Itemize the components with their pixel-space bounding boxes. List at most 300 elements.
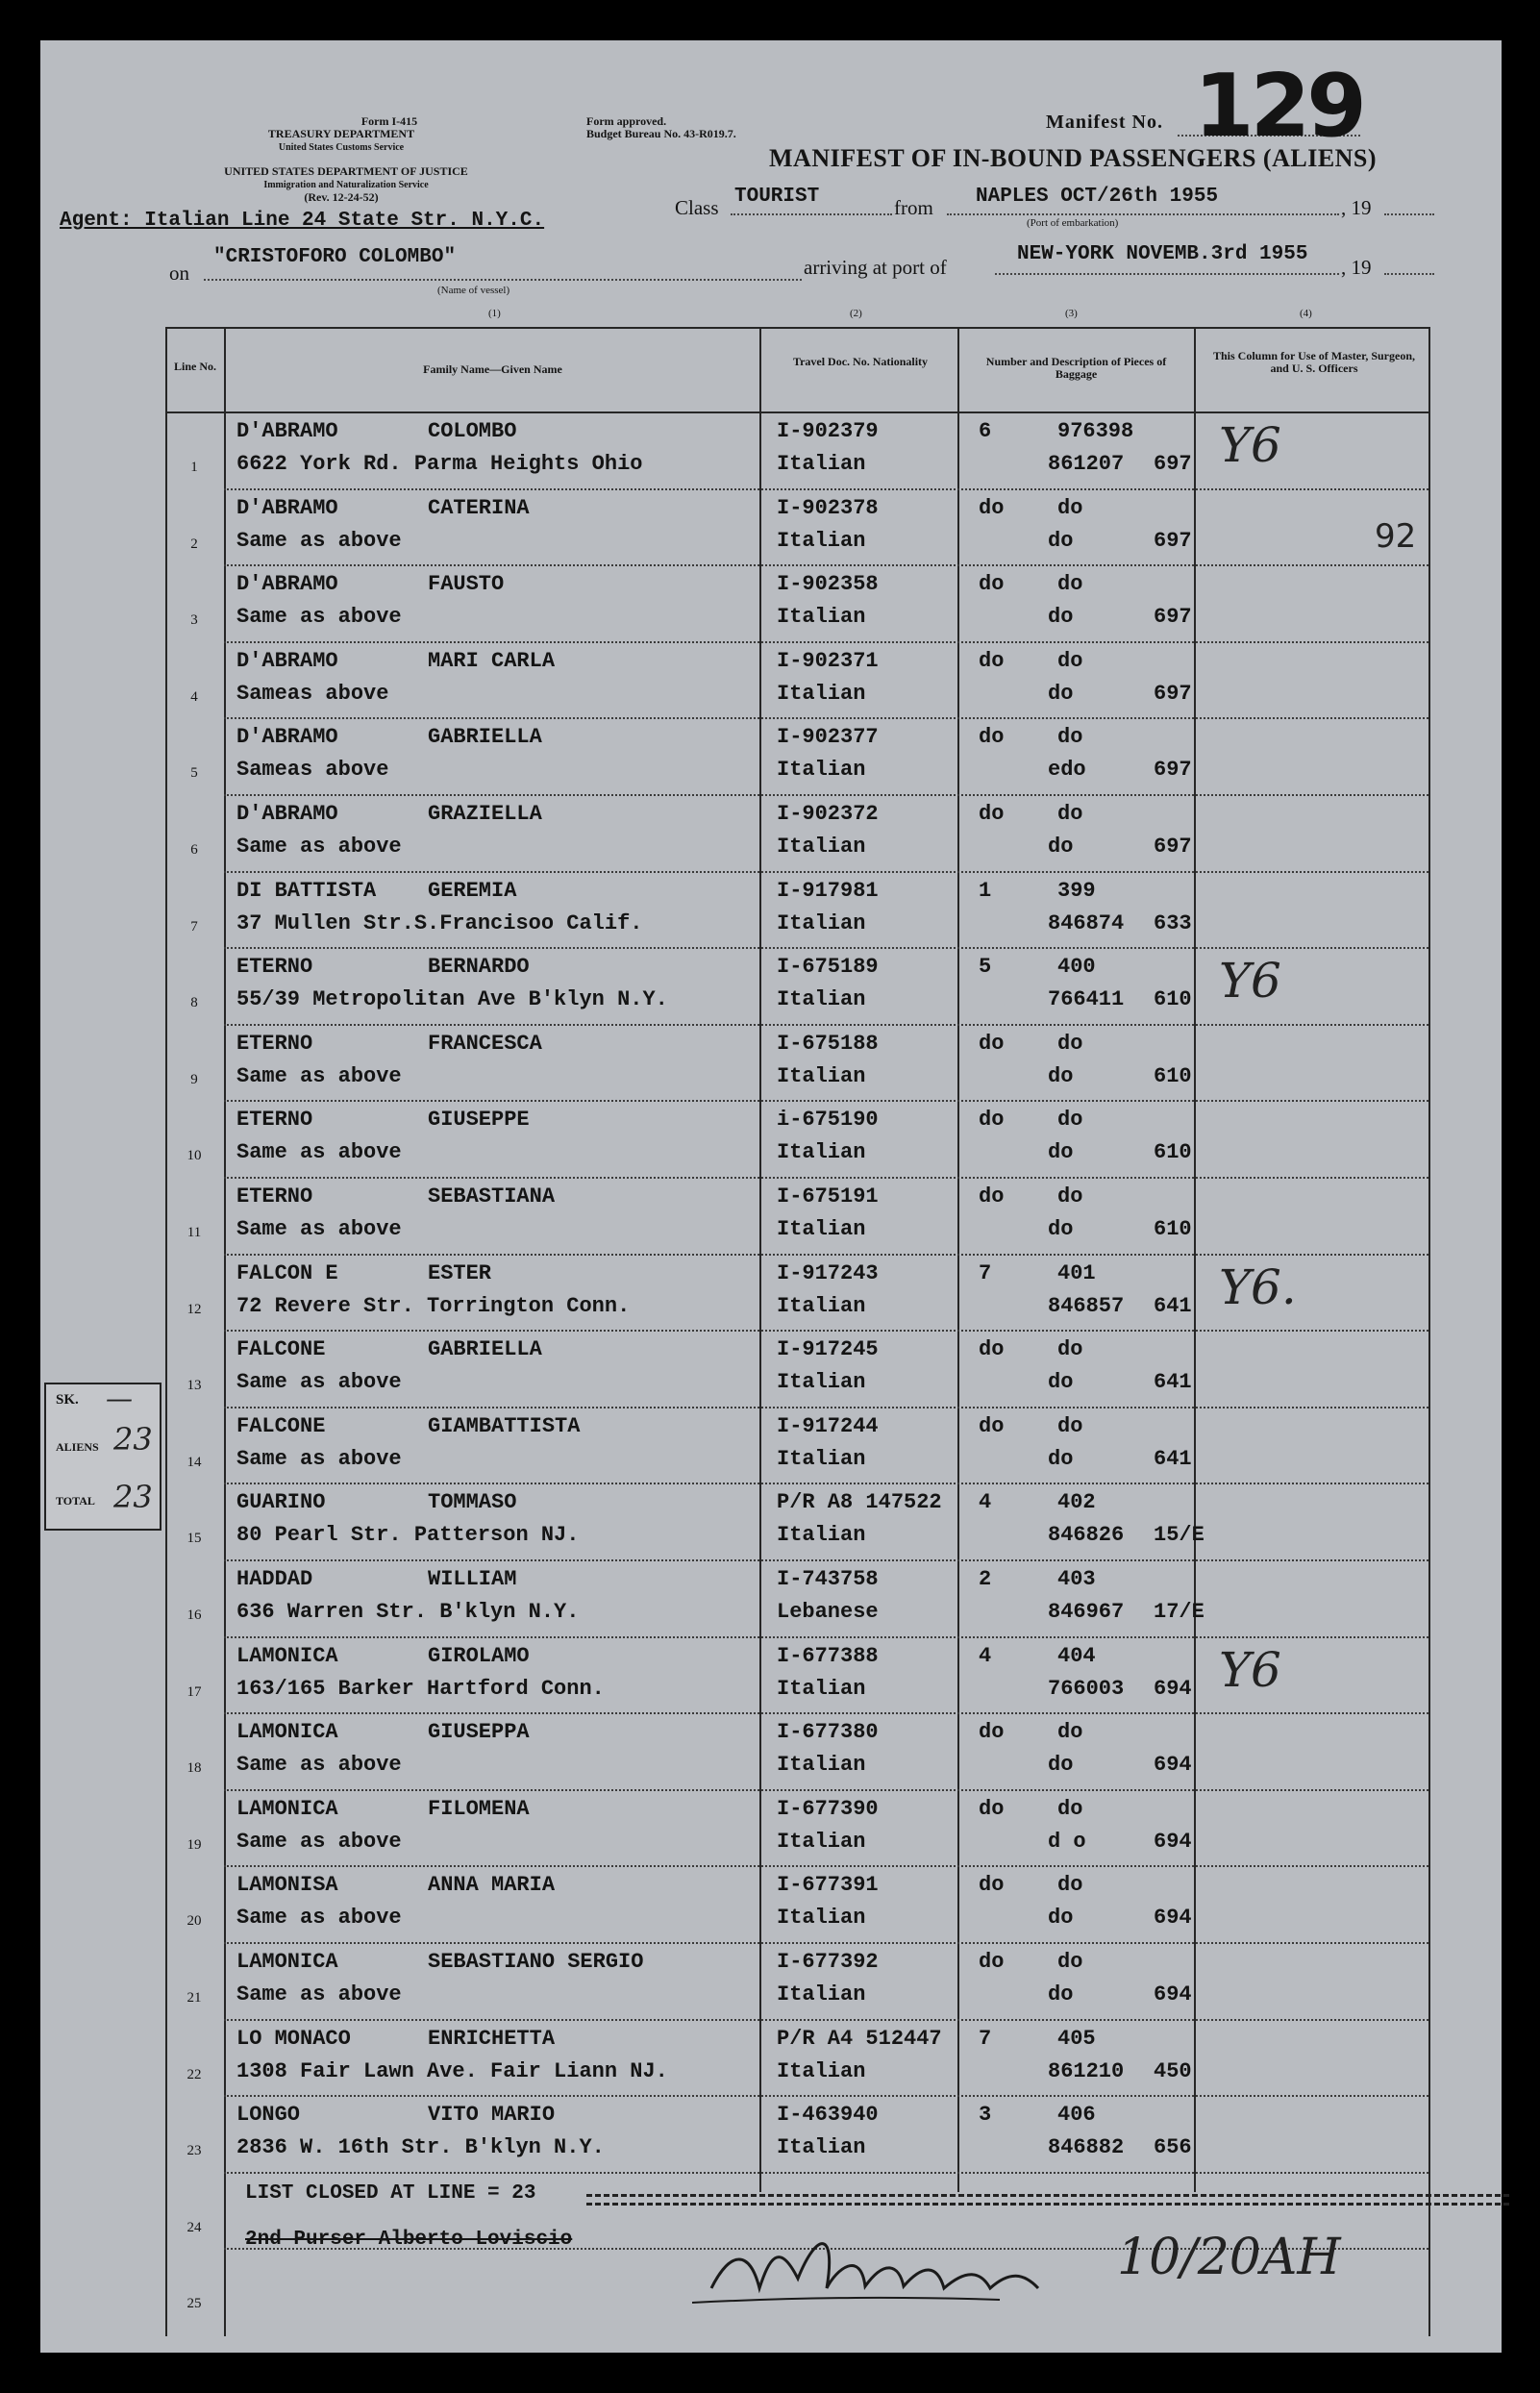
address: 80 Pearl Str. Patterson NJ. [236, 1523, 580, 1548]
nationality: Italian [777, 2135, 866, 2160]
manifest-number-label: Manifest No. [1046, 112, 1163, 133]
baggage-code: 697 [1154, 681, 1192, 706]
baggage-pieces: 7 [979, 2026, 992, 2051]
baggage-ticket: do [1048, 1906, 1074, 1931]
ins-service: Immigration and Naturalization Service [263, 180, 429, 190]
line-number: 7 [190, 918, 198, 935]
travel-doc-number: I-902372 [777, 802, 879, 826]
line-number: 13 [186, 1378, 202, 1394]
family-name: FALCON E [236, 1260, 338, 1285]
nationality: Italian [777, 452, 866, 476]
line-number: 16 [186, 1608, 202, 1623]
baggage-pieces: 2 [979, 1567, 992, 1591]
baggage-pieces: do [979, 1413, 1005, 1438]
baggage-pieces: 6 [979, 419, 992, 443]
baggage-number: do [1057, 1031, 1083, 1056]
family-name: D'ABRAMO [236, 419, 338, 443]
row-separator [224, 947, 1428, 949]
baggage-number: 401 [1057, 1260, 1096, 1285]
address: 1308 Fair Lawn Ave. Fair Liann NJ. [236, 2058, 668, 2083]
baggage-ticket: do [1048, 528, 1074, 553]
nationality: Italian [777, 1753, 866, 1778]
baggage-code: 610 [1154, 987, 1192, 1012]
address: 163/165 Barker Hartford Conn. [236, 1676, 605, 1701]
address: Same as above [236, 1446, 402, 1471]
given-name: SEBASTIANA [428, 1184, 556, 1209]
column-number-2: (2) [850, 308, 862, 319]
baggage-pieces: 3 [979, 2103, 992, 2128]
row-separator [224, 2172, 1428, 2174]
address: Same as above [236, 1140, 402, 1165]
nationality: Italian [777, 1829, 866, 1854]
class-value: TOURIST [734, 186, 820, 208]
baggage-code: 656 [1154, 2135, 1192, 2160]
row-separator [224, 1636, 1428, 1638]
baggage-number: do [1057, 1337, 1083, 1362]
column-number-3: (3) [1065, 308, 1078, 319]
family-name: LO MONACO [236, 2026, 351, 2051]
baggage-number: 404 [1057, 1643, 1096, 1668]
row-separator [224, 1177, 1428, 1179]
class-label: Class [675, 196, 719, 219]
nationality: Italian [777, 2058, 866, 2083]
arriving-label: arriving at port of [804, 256, 947, 279]
baggage-number: do [1057, 725, 1083, 750]
address: 2836 W. 16th Str. B'klyn N.Y. [236, 2135, 605, 2160]
nationality: Italian [777, 1293, 866, 1318]
baggage-pieces: 5 [979, 955, 992, 980]
baggage-ticket: 846967 [1048, 1600, 1125, 1624]
baggage-code: 17/E [1154, 1600, 1205, 1624]
baggage-ticket: 766003 [1048, 1676, 1125, 1701]
line-number: 12 [186, 1301, 202, 1317]
travel-doc-number: I-675191 [777, 1184, 879, 1209]
given-name: FILOMENA [428, 1796, 530, 1821]
baggage-pieces: do [979, 1184, 1005, 1209]
baggage-ticket: 846826 [1048, 1523, 1125, 1548]
row-separator [224, 1254, 1428, 1256]
baggage-ticket: 766411 [1048, 987, 1125, 1012]
embarkation-caption: (Port of embarkation) [1027, 217, 1119, 229]
family-name: D'ABRAMO [236, 572, 338, 597]
baggage-ticket: do [1048, 1446, 1074, 1471]
line-number: 17 [186, 1683, 202, 1700]
manifest-title: MANIFEST OF IN-BOUND PASSENGERS (ALIENS) [769, 144, 1378, 172]
from-label: from [894, 196, 933, 219]
baggage-number: 403 [1057, 1567, 1096, 1591]
line-number: 20 [186, 1913, 202, 1930]
given-name: GIAMBATTISTA [428, 1413, 581, 1438]
nationality: Italian [777, 835, 866, 859]
form-approved: Form approved. [586, 114, 667, 128]
baggage-number: 405 [1057, 2026, 1096, 2051]
header-line-no: Line No. [173, 360, 216, 373]
family-name: FALCONE [236, 1413, 326, 1438]
baggage-number: 976398 [1057, 419, 1134, 443]
baggage-pieces: do [979, 1337, 1005, 1362]
given-name: VITO MARIO [428, 2103, 556, 2128]
baggage-code: 610 [1154, 1140, 1192, 1165]
baggage-pieces: do [979, 1950, 1005, 1974]
officer-signature [692, 2211, 1096, 2317]
header-officers: This Column for Use of Master, Surgeon, and U. S. Officers [1213, 349, 1416, 375]
address: 636 Warren Str. B'klyn N.Y. [236, 1600, 580, 1624]
address: Same as above [236, 1982, 402, 2007]
treasury-department: TREASURY DEPARTMENT [267, 127, 415, 140]
line-number: 5 [190, 765, 198, 782]
given-name: MARI CARLA [428, 648, 556, 673]
header-name: Family Name—Given Name [423, 362, 562, 376]
baggage-pieces: 1 [979, 878, 992, 903]
address: Sameas above [236, 681, 389, 706]
nationality: Italian [777, 1370, 866, 1395]
nationality: Italian [777, 605, 866, 630]
line-number: 2 [190, 536, 198, 552]
travel-doc-number: I-902379 [777, 419, 879, 443]
header-baggage: Number and Description of Pieces of Baggage [985, 355, 1167, 381]
column-number-4: (4) [1300, 308, 1312, 319]
address: Same as above [236, 1217, 402, 1241]
line-number: 4 [190, 688, 198, 705]
baggage-code: 694 [1154, 1753, 1192, 1778]
nationality: Italian [777, 1140, 866, 1165]
form-revision: (Rev. 12-24-52) [304, 190, 379, 204]
travel-doc-number: I-677380 [777, 1720, 879, 1745]
address: Same as above [236, 835, 402, 859]
travel-doc-number: I-463940 [777, 2103, 879, 2128]
baggage-number: do [1057, 1720, 1083, 1745]
baggage-ticket: do [1048, 835, 1074, 859]
baggage-ticket: do [1048, 1140, 1074, 1165]
nationality: Italian [777, 987, 866, 1012]
customs-service: United States Customs Service [278, 142, 405, 153]
family-name: ETERNO [236, 1108, 313, 1133]
baggage-ticket: do [1048, 1753, 1074, 1778]
row-separator [224, 717, 1428, 719]
travel-doc-number: I-902377 [777, 725, 879, 750]
travel-doc-number: I-677388 [777, 1643, 879, 1668]
travel-doc-number: I-902378 [777, 495, 879, 520]
given-name: GRAZIELLA [428, 802, 542, 826]
family-name: DI BATTISTA [236, 878, 377, 903]
address: Sameas above [236, 758, 389, 783]
given-name: GABRIELLA [428, 725, 542, 750]
baggage-ticket: do [1048, 1982, 1074, 2007]
baggage-code: 697 [1154, 758, 1192, 783]
travel-doc-number: I-917245 [777, 1337, 879, 1362]
family-name: HADDAD [236, 1567, 313, 1591]
travel-doc-number: I-902358 [777, 572, 879, 597]
nationality: Italian [777, 1906, 866, 1931]
baggage-number: do [1057, 1184, 1083, 1209]
baggage-pieces: do [979, 1031, 1005, 1056]
vessel-name: "CRISTOFORO COLOMBO" [213, 246, 457, 268]
address: 6622 York Rd. Parma Heights Ohio [236, 452, 643, 476]
row-separator [224, 1407, 1428, 1408]
family-name: D'ABRAMO [236, 648, 338, 673]
address: 72 Revere Str. Torrington Conn. [236, 1293, 631, 1318]
tally-aliens-label: ALIENS [56, 1440, 99, 1454]
travel-doc-number: I-902371 [777, 648, 879, 673]
line-number: 25 [186, 2296, 202, 2312]
row-separator [224, 1942, 1428, 1944]
baggage-number: do [1057, 1108, 1083, 1133]
baggage-pieces: do [979, 572, 1005, 597]
given-name: GIUSEPPA [428, 1720, 530, 1745]
line-number: 3 [190, 612, 198, 629]
header-travel-doc: Travel Doc. No. Nationality [792, 355, 929, 368]
family-name: LAMONICA [236, 1950, 338, 1974]
baggage-code: 694 [1154, 1676, 1192, 1701]
year-suffix-2: , 19 [1341, 256, 1372, 279]
family-name: LAMONICA [236, 1720, 338, 1745]
address: Same as above [236, 1063, 402, 1088]
officer-note: Y6 [1219, 953, 1281, 1010]
family-name: ETERNO [236, 1184, 313, 1209]
baggage-number: do [1057, 1873, 1083, 1898]
nationality: Italian [777, 1523, 866, 1548]
baggage-pieces: 4 [979, 1643, 992, 1668]
baggage-code: 610 [1154, 1217, 1192, 1241]
travel-doc-number: I-917243 [777, 1260, 879, 1285]
row-separator [224, 1559, 1428, 1561]
margin-note: 92 [1375, 517, 1417, 556]
travel-doc-number: P/R A8 147522 [777, 1490, 942, 1515]
list-closed-line: LIST CLOSED AT LINE = 23 [245, 2182, 536, 2205]
travel-doc-number: I-675188 [777, 1031, 879, 1056]
baggage-number: 400 [1057, 955, 1096, 980]
given-name: BERNARDO [428, 955, 530, 980]
row-separator [224, 1483, 1428, 1484]
baggage-ticket: 861207 [1048, 452, 1125, 476]
tally-total-label: TOTAL [56, 1494, 95, 1508]
given-name: TOMMASO [428, 1490, 517, 1515]
form-number: Form I-415 [360, 114, 418, 128]
nationality: Italian [777, 681, 866, 706]
baggage-pieces: do [979, 495, 1005, 520]
given-name: WILLIAM [428, 1567, 517, 1591]
tally-sk-mark: — [106, 1383, 133, 1414]
given-name: GABRIELLA [428, 1337, 542, 1362]
baggage-ticket: d o [1048, 1829, 1086, 1854]
signature-date: 10/20AH [1117, 2229, 1341, 2286]
baggage-number: do [1057, 1950, 1083, 1974]
baggage-ticket: do [1048, 1370, 1074, 1395]
line-number: 23 [186, 2143, 202, 2159]
family-name: LONGO [236, 2103, 301, 2128]
baggage-ticket: 861210 [1048, 2058, 1125, 2083]
baggage-ticket: do [1048, 605, 1074, 630]
baggage-ticket: edo [1048, 758, 1086, 783]
family-name: LAMONICA [236, 1796, 338, 1821]
baggage-pieces: 4 [979, 1490, 992, 1515]
baggage-code: 694 [1154, 1906, 1192, 1931]
baggage-ticket: do [1048, 681, 1074, 706]
port-of-embarkation: NAPLES OCT/26th 1955 [976, 186, 1219, 208]
officer-note: Y6 [1219, 417, 1281, 473]
baggage-code: 15/E [1154, 1523, 1205, 1548]
baggage-number: do [1057, 572, 1083, 597]
given-name: CATERINA [428, 495, 530, 520]
row-separator [224, 794, 1428, 796]
on-label: on [169, 262, 189, 285]
budget-bureau: Budget Bureau No. 43-R019.7. [586, 127, 736, 140]
address: Same as above [236, 1829, 402, 1854]
year-suffix: , 19 [1341, 196, 1372, 219]
given-name: GEREMIA [428, 878, 517, 903]
manifest-number: 129 [1194, 56, 1363, 157]
baggage-number: 399 [1057, 878, 1096, 903]
baggage-number: do [1057, 1413, 1083, 1438]
travel-doc-number: I-677390 [777, 1796, 879, 1821]
line-number: 15 [186, 1531, 202, 1547]
baggage-ticket: 846857 [1048, 1293, 1125, 1318]
nationality: Italian [777, 1063, 866, 1088]
baggage-number: 406 [1057, 2103, 1096, 2128]
port-of-arrival: NEW-YORK NOVEMB.3rd 1955 [1017, 243, 1308, 265]
line-number: 11 [186, 1225, 202, 1240]
travel-doc-number: I-675189 [777, 955, 879, 980]
row-separator [224, 564, 1428, 566]
line-number: 14 [186, 1454, 202, 1470]
family-name: LAMONISA [236, 1873, 338, 1898]
family-name: GUARINO [236, 1490, 326, 1515]
given-name: FAUSTO [428, 572, 505, 597]
officer-note: Y6 [1219, 1641, 1281, 1698]
baggage-code: 641 [1154, 1293, 1192, 1318]
given-name: GIROLAMO [428, 1643, 530, 1668]
baggage-ticket: 846882 [1048, 2135, 1125, 2160]
baggage-code: 697 [1154, 835, 1192, 859]
address: Same as above [236, 1370, 402, 1395]
row-separator [224, 2019, 1428, 2021]
tally-sk-label: SK. [56, 1392, 79, 1408]
travel-doc-number: I-743758 [777, 1567, 879, 1591]
family-name: D'ABRAMO [236, 725, 338, 750]
line-number: 18 [186, 1760, 202, 1777]
tally-aliens-value: 23 [113, 1421, 153, 1458]
address: Same as above [236, 605, 402, 630]
address: 37 Mullen Str.S.Francisoo Calif. [236, 910, 643, 935]
given-name: ANNA MARIA [428, 1873, 556, 1898]
line-number: 6 [190, 842, 198, 858]
row-separator [224, 1330, 1428, 1332]
baggage-pieces: do [979, 1873, 1005, 1898]
nationality: Italian [777, 528, 866, 553]
given-name: FRANCESCA [428, 1031, 542, 1056]
row-separator [224, 1789, 1428, 1791]
address: Same as above [236, 1906, 402, 1931]
nationality: Lebanese [777, 1600, 879, 1624]
travel-doc-number: I-677391 [777, 1873, 879, 1898]
baggage-code: 633 [1154, 910, 1192, 935]
baggage-code: 694 [1154, 1982, 1192, 2007]
nationality: Italian [777, 1217, 866, 1241]
row-separator [224, 488, 1428, 490]
baggage-number: do [1057, 802, 1083, 826]
baggage-ticket: 846874 [1048, 910, 1125, 935]
given-name: ENRICHETTA [428, 2026, 556, 2051]
row-separator [224, 641, 1428, 643]
nationality: Italian [777, 1982, 866, 2007]
baggage-code: 697 [1154, 452, 1192, 476]
purser-name: 2nd Purser Alberto Loviscio [245, 2229, 573, 2251]
nationality: Italian [777, 1676, 866, 1701]
address: Same as above [236, 528, 402, 553]
baggage-pieces: do [979, 1108, 1005, 1133]
family-name: FALCONE [236, 1337, 326, 1362]
family-name: ETERNO [236, 955, 313, 980]
baggage-number: do [1057, 1796, 1083, 1821]
baggage-ticket: do [1048, 1217, 1074, 1241]
baggage-code: 697 [1154, 528, 1192, 553]
line-number: 1 [190, 460, 198, 475]
nationality: Italian [777, 910, 866, 935]
baggage-pieces: do [979, 1796, 1005, 1821]
line-number: 24 [186, 2219, 202, 2235]
family-name: LAMONICA [236, 1643, 338, 1668]
row-separator [224, 871, 1428, 873]
row-separator [224, 1100, 1428, 1102]
family-name: ETERNO [236, 1031, 313, 1056]
line-number: 19 [186, 1836, 202, 1853]
line-number: 9 [190, 1071, 198, 1087]
line-number: 8 [190, 995, 198, 1011]
baggage-code: 694 [1154, 1829, 1192, 1854]
baggage-pieces: do [979, 1720, 1005, 1745]
baggage-pieces: 7 [979, 1260, 992, 1285]
address: 55/39 Metropolitan Ave B'klyn N.Y. [236, 987, 668, 1012]
baggage-number: do [1057, 648, 1083, 673]
row-separator [224, 1024, 1428, 1026]
travel-doc-number: I-917981 [777, 878, 879, 903]
line-number: 21 [186, 1990, 202, 2006]
column-number-1: (1) [488, 308, 501, 319]
baggage-number: do [1057, 495, 1083, 520]
travel-doc-number: I-677392 [777, 1950, 879, 1974]
travel-doc-number: P/R A4 512447 [777, 2026, 942, 2051]
travel-doc-number: i-675190 [777, 1108, 879, 1133]
family-name: D'ABRAMO [236, 495, 338, 520]
line-number: 22 [186, 2066, 202, 2082]
row-separator [224, 1865, 1428, 1867]
address: Same as above [236, 1753, 402, 1778]
baggage-pieces: do [979, 648, 1005, 673]
baggage-ticket: do [1048, 1063, 1074, 1088]
baggage-code: 610 [1154, 1063, 1192, 1088]
baggage-code: 450 [1154, 2058, 1192, 2083]
given-name: SEBASTIANO SERGIO [428, 1950, 644, 1974]
given-name: GIUSEPPE [428, 1108, 530, 1133]
baggage-pieces: do [979, 802, 1005, 826]
baggage-code: 641 [1154, 1370, 1192, 1395]
vessel-caption: (Name of vessel) [437, 285, 510, 296]
family-name: D'ABRAMO [236, 802, 338, 826]
line-number: 10 [186, 1148, 202, 1164]
given-name: COLOMBO [428, 419, 517, 443]
baggage-code: 641 [1154, 1446, 1192, 1471]
agent-line: Agent: Italian Line 24 State Str. N.Y.C. [60, 210, 545, 232]
row-separator [224, 1712, 1428, 1714]
baggage-pieces: do [979, 725, 1005, 750]
nationality: Italian [777, 1446, 866, 1471]
travel-doc-number: I-917244 [777, 1413, 879, 1438]
nationality: Italian [777, 758, 866, 783]
tally-total-value: 23 [113, 1479, 153, 1515]
baggage-number: 402 [1057, 1490, 1096, 1515]
list-closed-rule [586, 2194, 1509, 2206]
officer-note: Y6. [1219, 1259, 1297, 1315]
